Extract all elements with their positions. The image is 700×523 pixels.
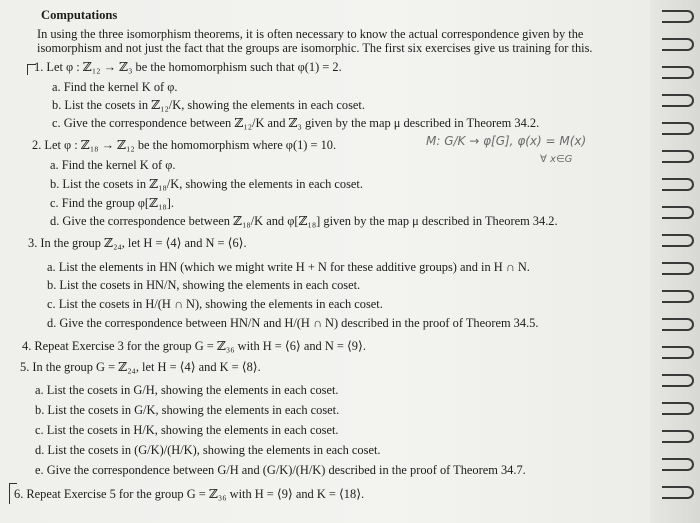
binding-ring (662, 10, 694, 23)
binding-ring (662, 290, 694, 303)
intro-line-1: In using the three isomorphism theorems, it is often necessary to know the actual correspondence given by the (37, 27, 584, 41)
binding-ring (662, 374, 694, 387)
binding-ring (662, 122, 694, 135)
exercise-5-part-b: b. List the cosets in G/K, showing the elements in each coset. (35, 403, 340, 417)
exercise-2-part-b: b. List the cosets in ℤ₁₈/K, showing the elements in each coset. (50, 177, 363, 191)
exercise-5-part-c: c. List the cosets in H/K, showing the elements in each coset. (35, 423, 339, 437)
spiral-binding (650, 0, 700, 523)
binding-ring (662, 402, 694, 415)
exercise-1-part-a: a. Find the kernel K of φ. (52, 80, 178, 94)
binding-ring (662, 318, 694, 331)
binding-ring (662, 458, 694, 471)
exercise-3-part-c: c. List the cosets in H/(H ∩ N), showing the elements in each coset. (47, 297, 383, 311)
handwritten-note-2: ∀ x∈G (540, 154, 573, 165)
binding-ring (662, 94, 694, 107)
binding-ring (662, 486, 694, 499)
exercise-1: 1. Let φ : ℤ₁₂ → ℤ₃ be the homomorphism such that φ(1) = 2. (34, 60, 342, 74)
exercise-5-part-a: a. List the cosets in G/H, showing the elements in each coset. (35, 383, 339, 397)
exercise-3-part-b: b. List the cosets in HN/N, showing the elements in each coset. (47, 278, 361, 292)
binding-ring (662, 150, 694, 163)
exercise-3: 3. In the group ℤ₂₄, let H = ⟨4⟩ and N = ⟨6⟩. (28, 236, 247, 250)
exercise-3-part-a: a. List the elements in HN (which we might write H + N for these additive groups) and in H ∩ N. (47, 260, 530, 274)
exercise-1-part-b: b. List the cosets in ℤ₁₂/K, showing the elements in each coset. (52, 98, 365, 112)
binding-ring (662, 206, 694, 219)
binding-ring (662, 178, 694, 191)
exercise-5-part-d: d. List the cosets in (G/K)/(H/K), showing the elements in each coset. (35, 443, 381, 457)
exercise-2-part-c: c. Find the group φ[ℤ₁₈]. (50, 196, 174, 210)
exercise-6: 6. Repeat Exercise 5 for the group G = ℤ₃₆ with H = ⟨9⟩ and K = ⟨18⟩. (14, 487, 365, 501)
section-heading: Computations (41, 8, 118, 22)
exercise-2: 2. Let φ : ℤ₁₈ → ℤ₁₂ be the homomorphism where φ(1) = 10. (32, 138, 337, 152)
binding-ring (662, 234, 694, 247)
intro-line-2: isomorphism and not just the fact that the groups are isomorphic. The first six exercises give us training for this. (37, 41, 593, 55)
exercise-2-part-d: d. Give the correspondence between ℤ₁₈/K and φ[ℤ₁₈] given by the map μ described in Theorem 34.2. (50, 214, 558, 228)
exercise-3-part-d: d. Give the correspondence between HN/N and H/(H ∩ N) described in the proof of Theorem 34.5. (47, 316, 539, 330)
exercise-5: 5. In the group G = ℤ₂₄, let H = ⟨4⟩ and K = ⟨8⟩. (20, 360, 261, 374)
binding-ring (662, 430, 694, 443)
binding-ring (662, 38, 694, 51)
binding-ring (662, 262, 694, 275)
binding-ring (662, 346, 694, 359)
exercise-5-part-e: e. Give the correspondence between G/H and (G/K)/(H/K) described in the proof of Theorem 34.7. (35, 463, 526, 477)
exercise-4: 4. Repeat Exercise 3 for the group G = ℤ₃₆ with H = ⟨6⟩ and N = ⟨9⟩. (22, 339, 366, 353)
binding-ring (662, 66, 694, 79)
handwritten-note-1: M: G/K → φ[G], φ(x) = M(x) (426, 134, 587, 148)
exercise-2-part-a: a. Find the kernel K of φ. (50, 158, 176, 172)
exercise-1-part-c: c. Give the correspondence between ℤ₁₂/K and ℤ₃ given by the map μ described in Theorem 34.2. (52, 116, 540, 130)
